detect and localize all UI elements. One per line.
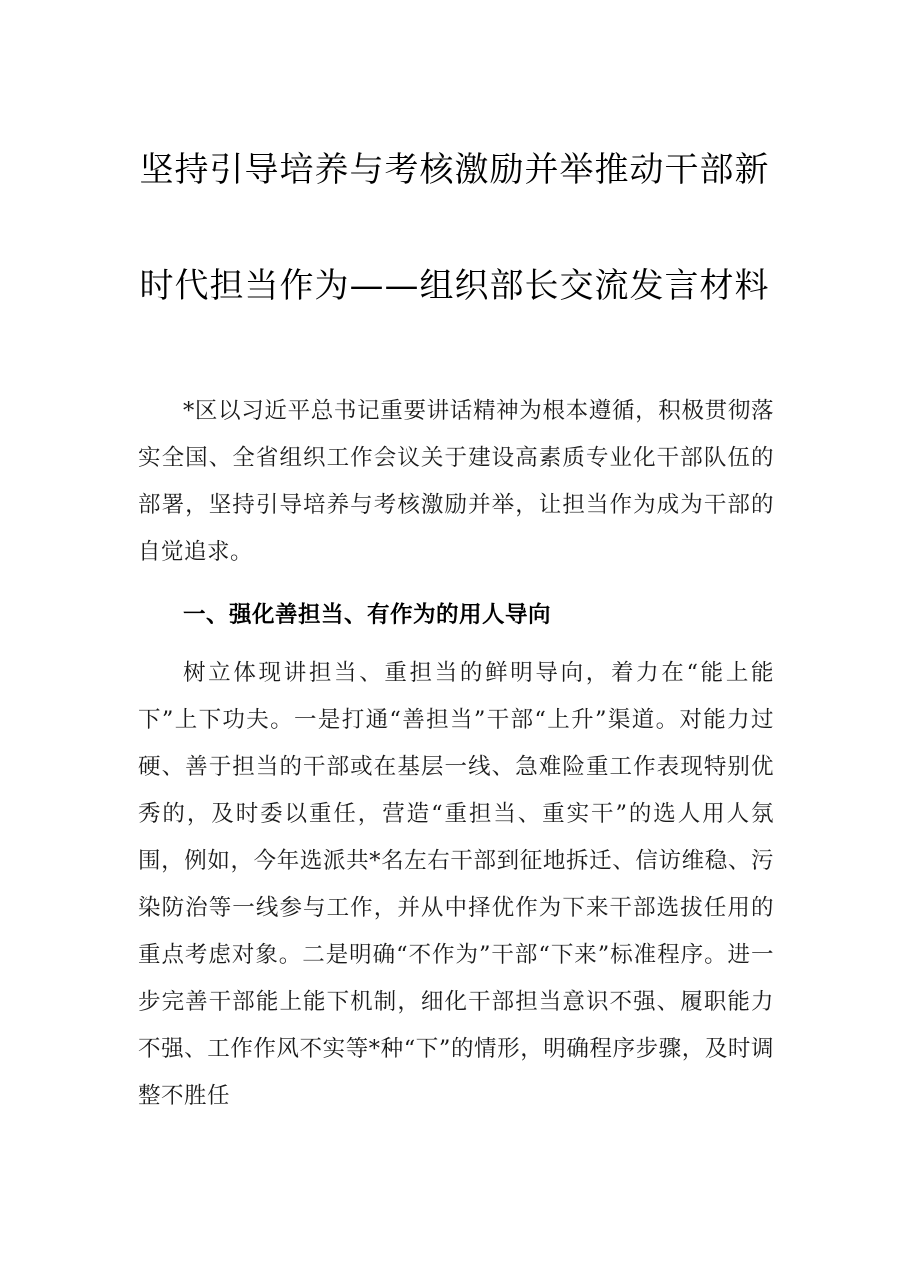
intro-paragraph: *区以习近平总书记重要讲话精神为根本遵循，积极贯彻落实全国、全省组织工作会议关于建设高素质专业化干部队伍的部署，坚持引导培养与考核激励并举，让担当作为成为干部的自觉追求。 [138,398,774,565]
document-title-line-1: 坚持引导培养与考核激励并举推动干部新 [139,150,770,190]
document-title-line-2: 时代担当作为——组织部长交流发言材料 [139,266,770,306]
section-1-heading: 一、强化善担当、有作为的用人导向 [183,602,552,628]
section-1-body: 树立体现讲担当、重担当的鲜明导向，着力在“能上能下”上下功夫。一是打通“善担当”干部“上升”渠道。对能力过硬、善于担当的干部或在基层一线、急难险重工作表现特别优秀的，及时委以重任，营造“重担当、重实干”的选人用人氛围，例如，今年选派共*名左右干部到征地拆迁、信访维稳、污染防治等一线参与工作，并从中择优作为下来干部选拔任用的重点考虑对象。二是明确“不作为”干部“下来”标准程序。进一步完善干部能上能下机制，细化干部担当意识不强、履职能力不强、工作作风不实等*种“下”的情形，明确程序步骤，及时调整不胜任 [138,660,774,1109]
